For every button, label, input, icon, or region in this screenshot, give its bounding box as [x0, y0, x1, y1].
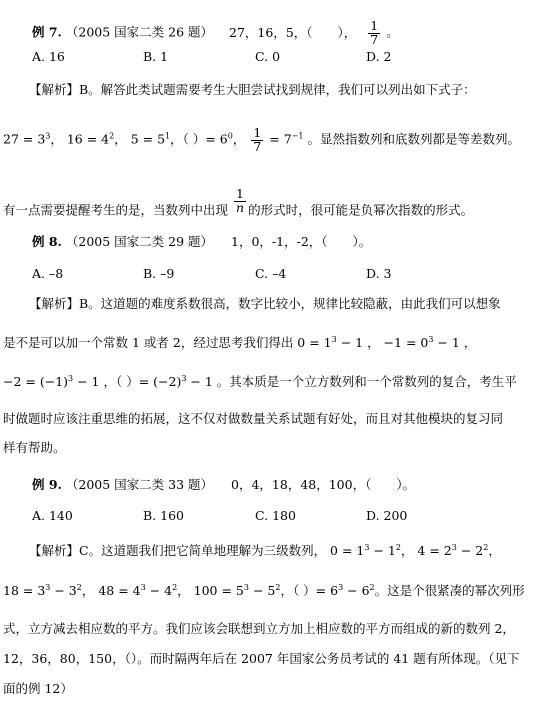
ex8-eq-4-exp: 3 [181, 374, 187, 383]
ex8-source: （2005 国家二类 29 题） [65, 234, 214, 249]
ex7-formula-5-num: 1 [253, 125, 262, 140]
ex9-eq-2-exp: 3 [451, 543, 457, 552]
ex8-option-c: C. –4 [255, 266, 287, 281]
ex9-eq-3: 18 = 3 [3, 583, 46, 598]
ex7-option-b: B. 1 [143, 49, 169, 64]
ex7-formula-3-exp: 1 [165, 131, 171, 141]
ex9-option-d: D. 200 [366, 508, 408, 523]
ex9-eq-5-exp: 3 [243, 583, 249, 592]
ex7-source: （2005 国家二类 26 题） [65, 24, 214, 40]
ex9-analysis-4: 12，36，80，150，（）。而时隔两年后在 2007 年国家公务员考试的 41 题有所体现。（见下 [3, 651, 520, 666]
ex9-title: 例 9. [32, 477, 62, 492]
ex7-fraction-den: 7 [370, 31, 379, 47]
ex9-analysis-5: 面的例 12） [3, 681, 73, 696]
ex7-option-c: C. 0 [255, 49, 281, 64]
ex7-option-a: A. 16 [32, 49, 65, 64]
ex8-eq-2: − 1 ， −1 = 0 [336, 335, 429, 350]
ex9-eq-6b: − 6 [343, 583, 370, 598]
ex7-formula-1-exp: 3 [45, 131, 51, 141]
ex7-n-fraction [234, 188, 246, 214]
ex9-eq-4: ， 48 = 4 [81, 583, 141, 598]
ex7-analysis-1: 【解析】B。解答此类试题需要考生大胆尝试找到规律，我们可以列出如下式子： [29, 82, 476, 97]
ex8-sequence: 1，0，-1，-2，（ ）。 [231, 234, 372, 249]
ex7-sequence: 27，16，5，（ ）， [229, 24, 357, 40]
ex9-eq-2-end: ， [488, 543, 501, 558]
ex9-eq-3b: − 3 [50, 583, 77, 598]
ex7-n-num: 1 [236, 186, 244, 201]
ex7-formula-1: 27 = 3 [3, 131, 46, 147]
ex9-analysis-1 [29, 545, 501, 558]
ex9-eq-6b-exp: 2 [369, 583, 375, 592]
ex7-analysis-3 [3, 186, 474, 224]
ex9-eq-3-exp: 3 [45, 583, 51, 592]
ex8-analysis-1: 【解析】B。这道题的难度系数很高，数字比较小，规律比较隐蔽，由此我们可以想象 [29, 296, 501, 311]
ex7-formula-5-eq: = 7 [265, 131, 292, 147]
ex7-fraction [368, 20, 380, 46]
ex7-formula-5-exp: −1 [291, 131, 304, 141]
ex8-analysis-4: 时做题时应该注重思维的拓展，这不仅对做数量关系试题有好处，而且对其他模块的复习同 [3, 411, 504, 426]
ex9-eq-1: 0 = 1 [326, 543, 365, 558]
ex8-eq-3: −2 = (−1) [3, 374, 69, 389]
ex9-analysis-3: 式，立方减去相应数的平方。我们应该会联想到立方加上相应数的平方而组成的新的数列 2， [3, 621, 515, 636]
ex9-eq-6-exp: 3 [338, 583, 344, 592]
ex7-formula-4: ，（ ）= 6 [170, 131, 228, 147]
ex9-eq-2: ， 4 = 2 [400, 543, 452, 558]
ex9-eq-4b: − 4 [145, 583, 173, 598]
ex8-eq-1-exp: 3 [331, 335, 337, 344]
ex9-option-b: B. 160 [143, 508, 184, 523]
ex8-question [32, 236, 371, 249]
ex8-analysis-3 [3, 376, 517, 389]
ex9-eq-4-exp: 3 [140, 583, 146, 592]
ex8-title: 例 8. [32, 234, 62, 249]
ex8-eq-2-end: − 1 ， [433, 335, 477, 350]
ex8-option-d: D. 3 [366, 266, 392, 281]
ex8-analysis-2 [3, 337, 476, 350]
ex9-eq-1b: − 1 [369, 543, 396, 558]
ex8-eq-2-exp: 3 [428, 335, 434, 344]
ex7-title: 例 7. [32, 24, 62, 40]
ex7-n-den: n [236, 199, 245, 215]
ex9-analysis-2i: 。这是个很紧凑的幂次列形 [374, 583, 525, 598]
ex9-eq-3b-exp: 2 [76, 583, 82, 592]
ex7-question [32, 20, 399, 46]
ex7-analysis-3a: 有一点需要提醒考生的是，当数列中出现 [3, 202, 229, 218]
ex7-formula-3: ， 5 = 5 [114, 131, 166, 147]
ex7-formula-2: ， 16 = 4 [50, 131, 110, 147]
ex9-eq-5: ， 100 = 5 [177, 583, 244, 598]
ex9-eq-1b-exp: 2 [395, 543, 401, 552]
ex9-eq-1-exp: 3 [364, 543, 370, 552]
ex8-option-b: B. –9 [143, 266, 175, 281]
ex7-end: 。 [386, 24, 399, 40]
ex8-analysis-5: 样有帮助。 [3, 440, 66, 455]
ex9-analysis-2 [3, 585, 525, 598]
ex9-eq-2b-exp: 2 [483, 543, 489, 552]
ex7-option-d: D. 2 [366, 49, 392, 64]
ex7-analysis-3b: 的形式时，很可能是负幂次指数的形式。 [248, 202, 474, 218]
ex7-fraction-num: 1 [370, 18, 379, 33]
ex8-analysis-3c: − 1 。其本质是一个立方数列和一个常数列的复合，考生平 [186, 374, 517, 389]
ex7-formula-5-fraction [251, 127, 263, 153]
ex9-eq-6: ，（ ）= 6 [280, 583, 339, 598]
ex8-eq-1: 0 = 1 [293, 335, 332, 350]
ex9-sequence: 0，4，18，48，100，（ ）。 [231, 477, 416, 492]
ex9-question [32, 479, 415, 492]
ex7-formula-5-pre: ， [232, 131, 246, 147]
ex9-option-a: A. 140 [32, 508, 73, 523]
ex7-formula-conclusion: 。显然指数列和底数列都是等差数列。 [303, 131, 520, 147]
ex9-eq-2b: − 2 [456, 543, 484, 558]
ex8-analysis-2a: 是不是可以加一个常数 1 或者 2，经过思考我们得出 [3, 335, 294, 350]
ex9-eq-5b-exp: 2 [275, 583, 281, 592]
ex7-formula-5-den: 7 [253, 138, 262, 154]
ex9-eq-4b-exp: 2 [172, 583, 178, 592]
ex7-formula-2-exp: 2 [109, 131, 115, 141]
ex9-eq-5b: − 5 [248, 583, 276, 598]
ex8-option-a: A. –8 [32, 266, 64, 281]
ex7-formula-4-exp: 0 [227, 131, 233, 141]
ex8-eq-3-exp: 3 [68, 374, 74, 383]
ex9-source: （2005 国家二类 33 题） [65, 477, 214, 492]
ex9-option-c: C. 180 [255, 508, 296, 523]
ex7-formula-line [3, 127, 520, 153]
ex9-analysis-1a: 【解析】C。这道题我们把它简单地理解为三级数列， [29, 543, 327, 558]
ex8-eq-4: − 1 ，（ ）= (−2) [73, 374, 182, 389]
